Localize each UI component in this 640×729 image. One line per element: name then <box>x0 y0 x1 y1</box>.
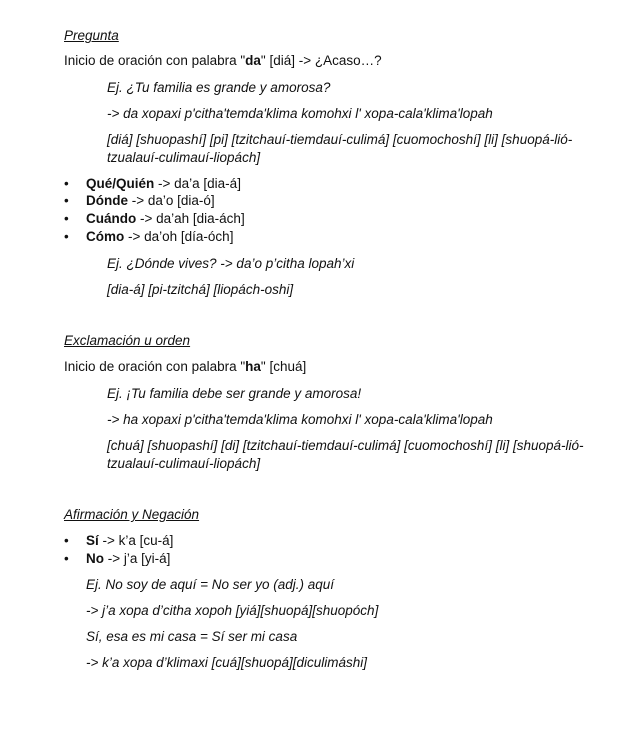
bullet-text: -> j’a [yi-á] <box>104 551 171 566</box>
section-title-exclamacion: Exclamación u orden <box>64 333 191 348</box>
bullet-dot-icon: • <box>64 211 69 226</box>
intro-text-pre: Inicio de oración con palabra " <box>64 359 246 374</box>
bullet-keyword: Dónde <box>86 193 128 208</box>
bullet-keyword: Qué/Quién <box>86 176 155 191</box>
bullet-keyword: No <box>86 551 104 566</box>
exclamacion-example-3a: [chuá] [shuopashí] [di] [tzitchauí-tiemdauí-culimá] [cuomochoshí] [li] [shuopá-lió- <box>107 438 584 453</box>
bullet-item-cuando <box>64 211 245 226</box>
bullet-text: -> da’a [dia-á] <box>154 176 241 191</box>
bullet-text: -> k’a [cu-á] <box>98 533 174 548</box>
bullet-dot-icon: • <box>64 551 69 566</box>
bullet-item-que <box>64 176 241 191</box>
bullet-dot-icon: • <box>64 533 69 548</box>
pregunta-example-3b: tzualauí-culimauí-liopách] <box>107 150 261 165</box>
pregunta-example-3a: [diá] [shuopashí] [pi] [tzitchauí-tiemdauí-culimá] [cuomochoshí] [li] [shuopá-lió- <box>107 132 573 147</box>
afirmacion-example-4: -> k’a xopa d’klimaxi [cuá][shuopá][diculimáshi] <box>86 655 368 670</box>
section-title-afirmacion: Afirmación y Negación <box>64 507 200 522</box>
intro-text-post: " [chuá] <box>260 359 307 374</box>
intro-text-pre: Inicio de oración con palabra " <box>64 53 246 68</box>
section-title-pregunta: Pregunta <box>64 28 119 43</box>
bullet-item-donde <box>64 193 215 208</box>
exclamacion-example-1: Ej. ¡Tu familia debe ser grande y amorosa! <box>107 386 362 401</box>
pregunta-example-2: -> da xopaxi p'citha'temda'klima komohxi l' xopa-cala'klima'lopah <box>107 106 493 121</box>
pregunta-example-5: [dia-á] [pi-tzitchá] [liopách-oshi] <box>107 282 294 297</box>
exclamacion-intro <box>64 359 306 374</box>
pregunta-intro <box>64 53 382 68</box>
exclamacion-example-2: -> ha xopaxi p'citha'temda'klima komohxi l' xopa-cala'klima'lopah <box>107 412 493 427</box>
bullet-item-como <box>64 229 233 244</box>
afirmacion-example-1: Ej. No soy de aquí = No ser yo (adj.) aquí <box>86 577 335 592</box>
bullet-item-si <box>64 533 173 548</box>
bullet-item-no <box>64 551 170 566</box>
bullet-keyword: Sí <box>86 533 99 548</box>
afirmacion-example-3: Sí, esa es mi casa = Sí ser mi casa <box>86 629 298 644</box>
bullet-text: -> da’ah [dia-ách] <box>136 211 245 226</box>
intro-keyword: ha <box>245 359 261 374</box>
bullet-text: -> da’oh [día-óch] <box>124 229 234 244</box>
afirmacion-example-2: -> j’a xopa d’citha xopoh [yiá][shuopá][shuopóch] <box>86 603 379 618</box>
bullet-keyword: Cuándo <box>86 211 137 226</box>
exclamacion-example-3b: tzualauí-culimauí-liopách] <box>107 456 261 471</box>
bullet-dot-icon: • <box>64 176 69 191</box>
pregunta-example-4: Ej. ¿Dónde vives? -> da’o p’citha lopah’xi <box>107 256 355 271</box>
bullet-dot-icon: • <box>64 229 69 244</box>
intro-text-post: " [diá] -> ¿Acaso…? <box>260 53 382 68</box>
pregunta-example-1: Ej. ¿Tu familia es grande y amorosa? <box>107 80 331 95</box>
bullet-text: -> da’o [dia-ó] <box>128 193 215 208</box>
bullet-dot-icon: • <box>64 193 69 208</box>
bullet-keyword: Cómo <box>86 229 125 244</box>
intro-keyword: da <box>245 53 261 68</box>
